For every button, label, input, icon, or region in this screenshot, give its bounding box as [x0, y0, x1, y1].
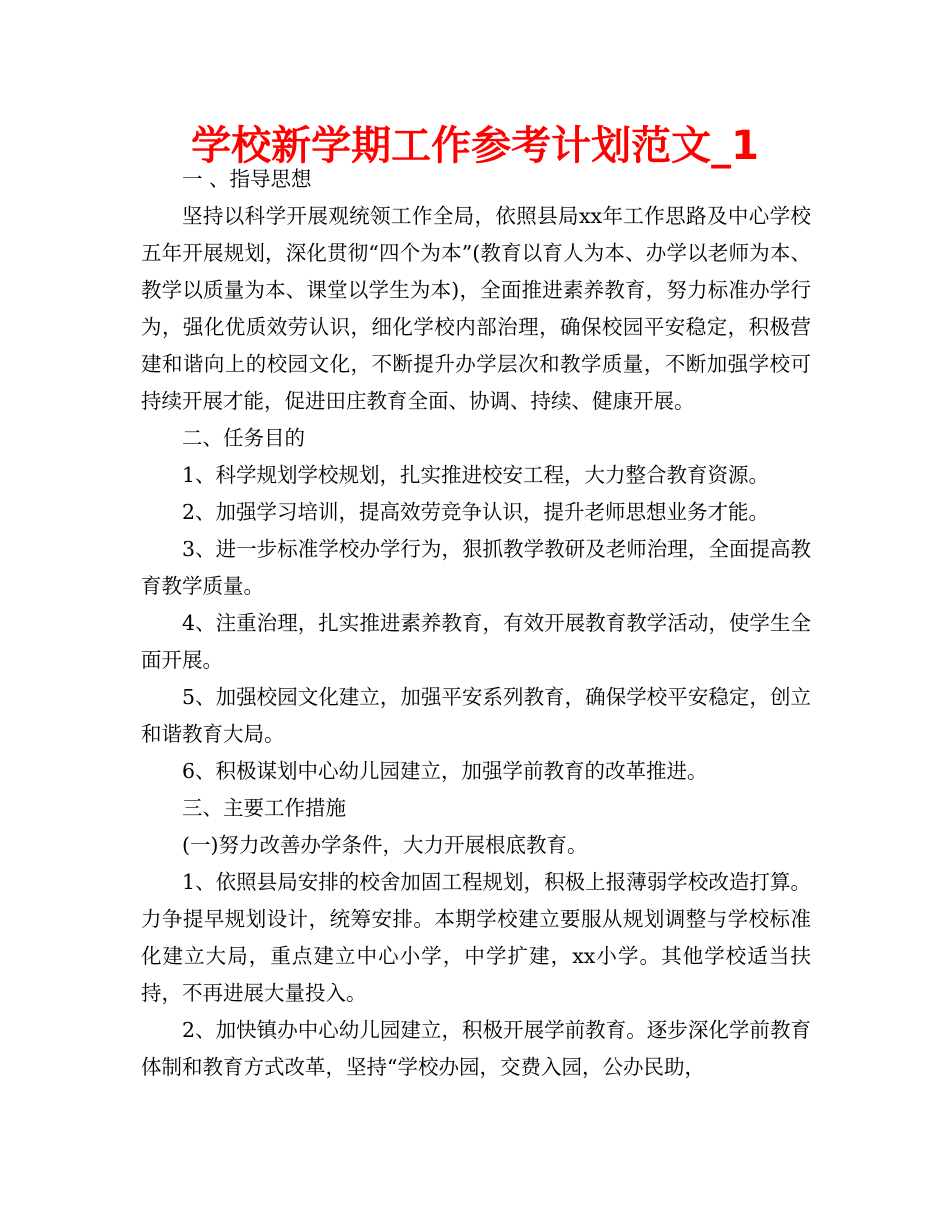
list-item: 3、进一步标准学校办学行为，狠抓教学教研及老师治理，全面提高教育教学质量。: [141, 537, 811, 598]
section-heading-task-goals: 二、任务目的: [182, 426, 305, 450]
list-item: 1、科学规划学校规划，扎实推进校安工程，大力整合教育资源。: [182, 463, 770, 487]
section-heading-guiding-ideology: 一 、指导思想: [182, 167, 312, 191]
document-body: [141, 161, 811, 1086]
document-title: 学校新学期工作参考计划范文_1: [191, 123, 759, 169]
paragraph: 坚持以科学开展观统领工作全局，依照县局xx年工作思路及中心学校五年开展规划，深化贯彻“四个为本”(教育以育人为本、办学以老师为本、教学以质量为本、课堂以学生为本)，全面推进素养教育，努力标准办学行为，强化优质效劳认识，细化学校内部治理，确保校园平安稳定，积极营建和谐向上的校园文化，不断提升办学层次和教学质量，不断加强学校可持续开展才能，促进田庄教育全面、协调、持续、健康开展。: [141, 204, 811, 413]
list-item: 2、加强学习培训，提高效劳竞争认识，提升老师思想业务才能。: [182, 500, 770, 524]
list-item: 1、依照县局安排的校舍加固工程规划，积极上报薄弱学校改造打算。力争提早规划设计，统筹安排。本期学校建立要服从规划调整与学校标准化建立大局，重点建立中心小学，中学扩建，xx小学。其他学校适当扶持，不再进展大量投入。: [141, 870, 811, 1005]
section-heading-main-measures: 三、主要工作措施: [182, 796, 346, 820]
list-item: 4、注重治理，扎实推进素养教育，有效开展教育教学活动，使学生全面开展。: [141, 611, 811, 672]
list-item: 5、加强校园文化建立，加强平安系列教育，确保学校平安稳定，创立和谐教育大局。: [141, 685, 811, 746]
subsection-heading: (一)努力改善办学条件，大力开展根底教育。: [182, 833, 588, 857]
list-item: 2、加快镇办中心幼儿园建立，积极开展学前教育。逐步深化学前教育体制和教育方式改革，坚持“学校办园，交费入园，公办民助，: [141, 1018, 811, 1079]
list-item: 6、积极谋划中心幼儿园建立，加强学前教育的改革推进。: [182, 759, 708, 783]
